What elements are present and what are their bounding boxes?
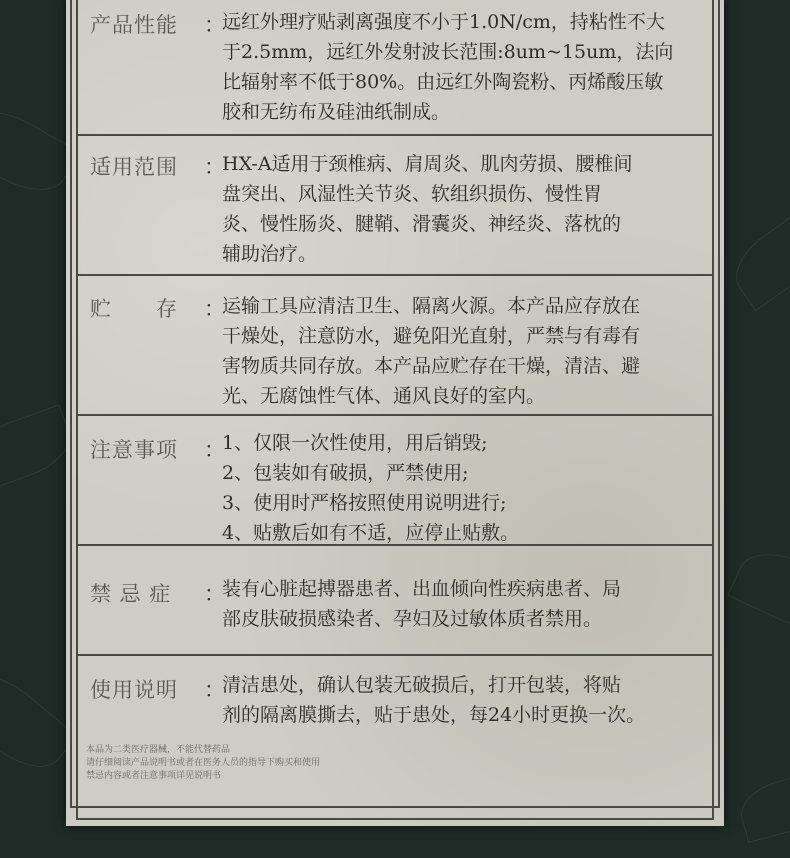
label-colon: ：	[204, 438, 225, 462]
label-colon: ：	[204, 297, 225, 321]
text-line: 3、使用时严格按照使用说明进行;	[222, 492, 507, 514]
section-label: 注意事项	[90, 438, 178, 462]
text-line: 害物质共同存放。本产品应贮存在干燥，清洁、避	[222, 355, 641, 377]
text-line: 2、包装如有破损，严禁使用;	[222, 462, 469, 484]
section-label: 使用说明	[90, 678, 178, 702]
section-usage	[78, 656, 712, 736]
footnote-line: 本品为二类医疗器械，不能代替药品	[86, 745, 231, 755]
section-performance	[78, 0, 712, 136]
text-line: 4、贴敷后如有不适，应停止贴敷。	[222, 522, 520, 544]
text-line: HX-A适用于颈椎病、肩周炎、肌肉劳损、腰椎间	[222, 153, 633, 175]
section-text	[222, 149, 702, 269]
text-line: 辅助治疗。	[222, 243, 318, 265]
section-text	[222, 574, 702, 634]
text-line: 炎、慢性肠炎、腱鞘、滑囊炎、神经炎、落枕的	[222, 213, 622, 235]
text-line: 胶和无纺布及硅油纸制成。	[222, 101, 451, 123]
label-colon: ：	[204, 155, 225, 179]
text-line: 清洁患处，确认包装无破损后，打开包装，将贴	[222, 674, 622, 696]
regulatory-footnote	[86, 744, 320, 783]
section-storage	[78, 276, 712, 416]
text-line: 干燥处，注意防水，避免阳光直射，严禁与有毒有	[222, 325, 641, 347]
section-text	[222, 291, 702, 411]
section-scope	[78, 134, 712, 276]
spec-table	[76, 0, 714, 820]
label-colon: ：	[204, 582, 225, 606]
section-label: 贮 存	[90, 297, 178, 321]
section-label: 禁 忌 症	[90, 582, 172, 606]
text-line: 于2.5mm，远红外发射波长范围:8um~15um，法向	[222, 41, 674, 63]
section-precautions	[78, 416, 712, 546]
text-line: 远红外理疗贴剥离强度不小于1.0N/cm，持粘性不大	[222, 11, 665, 33]
text-line: 部皮肤破损感染者、孕妇及过敏体质者禁用。	[222, 608, 603, 630]
text-line: 剂的隔离膜撕去，贴于患处，每24小时更换一次。	[222, 704, 646, 726]
section-text	[222, 428, 702, 548]
text-line: 比辐射率不低于80%。由远红外陶瓷粉、丙烯酸压敏	[222, 71, 664, 93]
text-line: 1、仅限一次性使用，用后销毁;	[222, 432, 488, 454]
footnote-line: 请仔细阅读产品说明书或者在医务人员的指导下购买和使用	[86, 758, 321, 768]
text-line: 装有心脏起搏器患者、出血倾向性疾病患者、局	[222, 578, 622, 600]
section-label: 适用范围	[90, 155, 178, 179]
label-colon: ：	[204, 13, 225, 37]
section-label: 产品性能	[90, 13, 178, 37]
section-text	[222, 7, 702, 127]
label-colon: ：	[204, 678, 225, 702]
section-text	[222, 670, 702, 730]
text-line: 运输工具应清洁卫生、隔离火源。本产品应存放在	[222, 295, 641, 317]
section-contraindications	[78, 546, 712, 656]
text-line: 盘突出、风湿性关节炎、软组织损伤、慢性胃	[222, 183, 603, 205]
instruction-sheet	[66, 0, 724, 826]
text-line: 光、无腐蚀性气体、通风良好的室内。	[222, 385, 546, 407]
footnote-line: 禁忌内容或者注意事项详见说明书	[86, 771, 222, 781]
